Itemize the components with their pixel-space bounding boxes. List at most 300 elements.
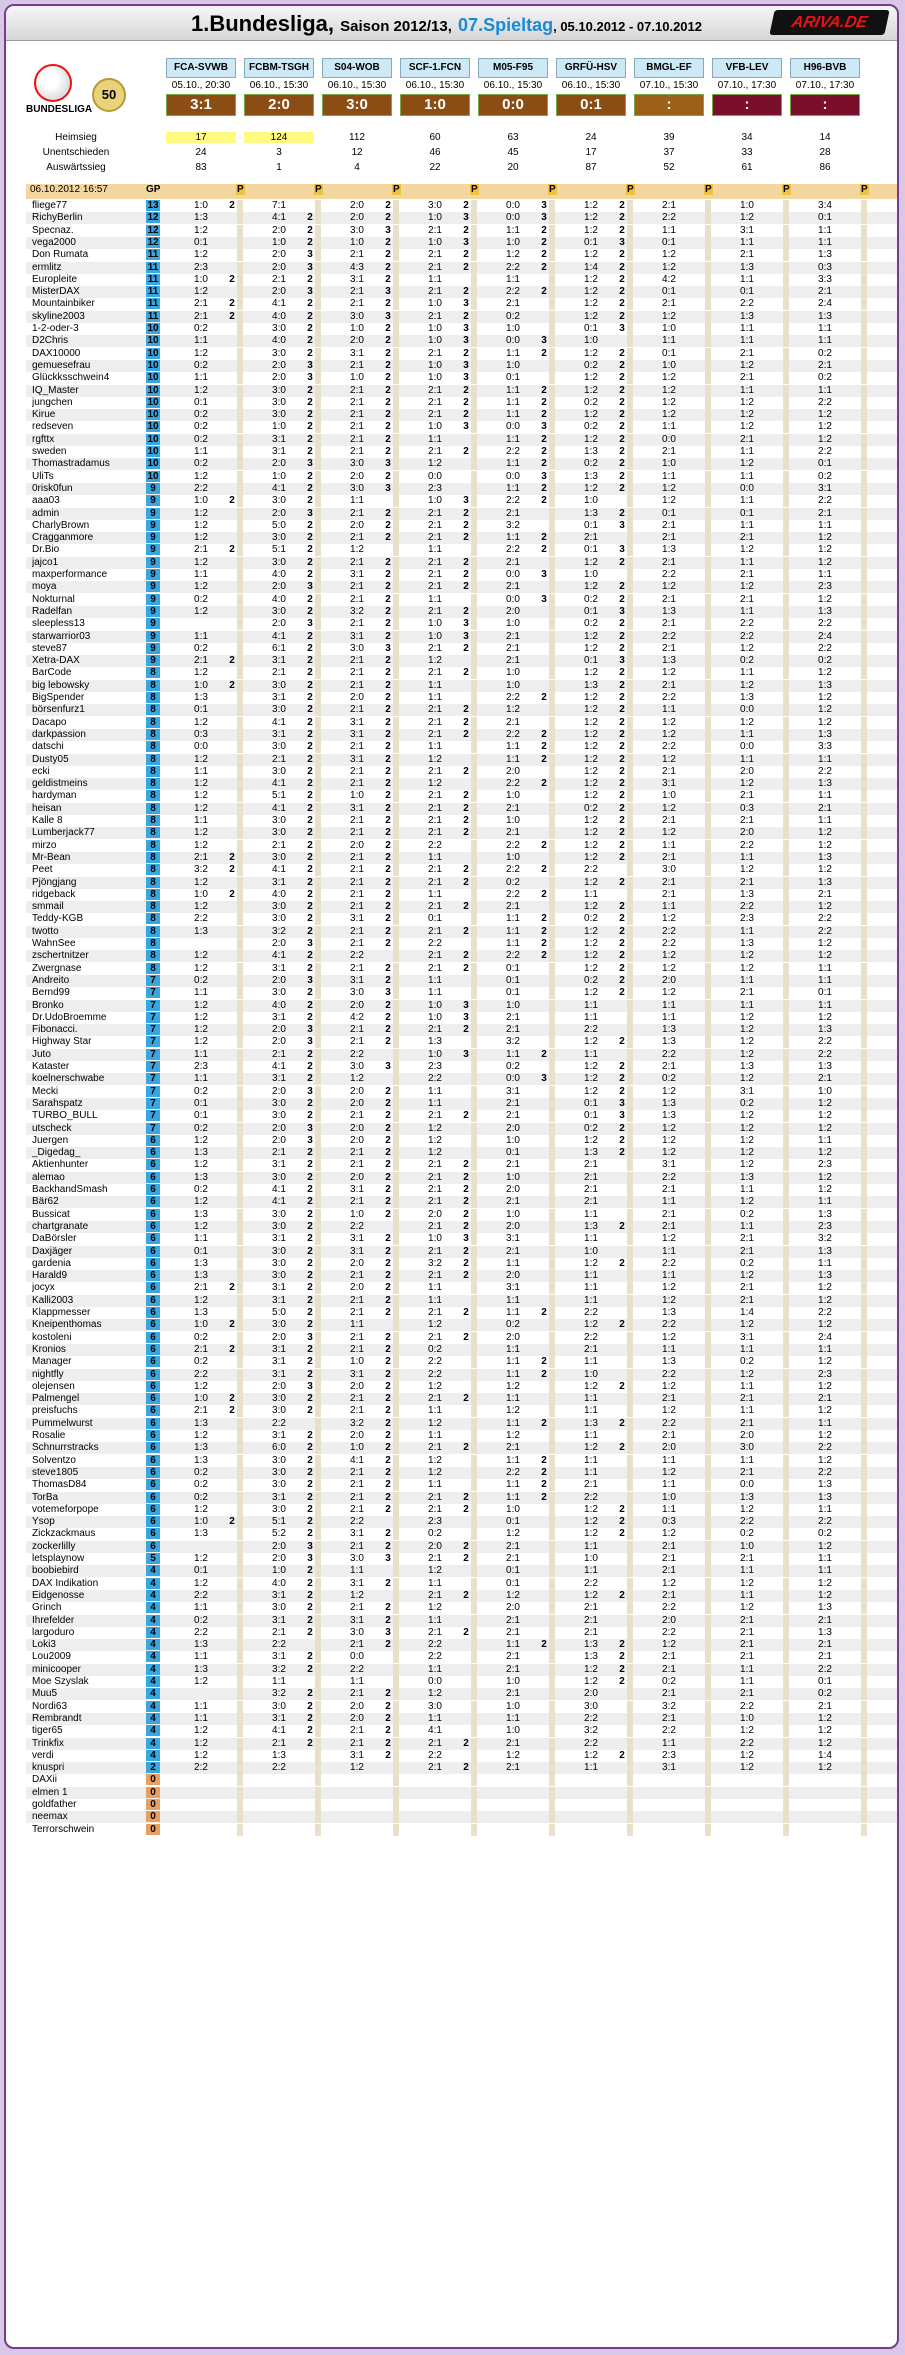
player-name[interactable]: DAX Indikation — [32, 1577, 99, 1589]
column-separator — [783, 335, 789, 347]
tip-cell: 1:2 — [818, 1097, 832, 1109]
column-separator — [705, 1824, 711, 1836]
player-name[interactable]: Don Rumata — [32, 249, 89, 261]
player-name[interactable]: 1-2-oder-3 — [32, 323, 79, 334]
player-name[interactable]: zockerlilly — [32, 1540, 76, 1552]
player-name[interactable]: admin — [32, 507, 60, 519]
tip-points: 2 — [307, 790, 313, 802]
column-separator — [471, 913, 477, 925]
player-name[interactable]: utscheck — [32, 1122, 72, 1134]
player-name[interactable]: skyline2003 — [32, 310, 85, 322]
column-separator — [627, 274, 633, 286]
player-points: 6 — [146, 1541, 160, 1552]
player-name[interactable]: aaa03 — [32, 495, 60, 507]
tip-points: 2 — [541, 286, 547, 298]
player-name[interactable]: geldistmeins — [32, 778, 88, 790]
player-name[interactable]: hardyman — [32, 790, 77, 802]
player-name[interactable]: börsenfurz1 — [32, 704, 85, 716]
tip-cell: 2:2 — [818, 925, 832, 937]
player-name[interactable]: vega2000 — [32, 236, 76, 248]
column-separator — [237, 1725, 243, 1737]
match-name[interactable]: FCBM-TSGH — [244, 58, 314, 78]
player-name[interactable]: Aktienhunter — [32, 1159, 89, 1171]
column-separator — [627, 372, 633, 384]
player-name[interactable]: Dr.UdoBroemme — [32, 1011, 107, 1023]
match-name[interactable]: BMGL-EF — [634, 58, 704, 78]
column-separator — [237, 1713, 243, 1725]
player-name[interactable]: Cragganmore — [32, 532, 94, 544]
column-separator — [393, 1233, 399, 1245]
tip-cell: 2:2 — [506, 888, 520, 900]
column-separator — [627, 446, 633, 458]
spieltag-link[interactable]: 07.Spieltag — [458, 15, 554, 35]
player-name[interactable]: UliTs — [32, 470, 54, 482]
player-name[interactable]: ecki — [32, 765, 50, 777]
player-name[interactable]: elmen 1 — [32, 1786, 68, 1798]
player-name[interactable]: steve87 — [32, 642, 68, 654]
tip-cell: 1:2 — [584, 925, 598, 937]
tip-cell: 0:0 — [506, 1073, 520, 1085]
player-name[interactable]: CharlyBrown — [32, 519, 90, 531]
player-name[interactable]: Thomastradamus — [32, 458, 110, 470]
player-name[interactable]: Kirue — [32, 409, 56, 421]
player-name[interactable]: Xetra-DAX — [32, 655, 80, 667]
ariva-logo[interactable] — [769, 10, 889, 35]
tip-points: 2 — [463, 1393, 469, 1405]
column-separator — [783, 889, 789, 901]
tip-cell: 2:1 — [428, 925, 442, 937]
player-name[interactable]: Muu5 — [32, 1688, 58, 1700]
tip-points: 2 — [385, 864, 391, 876]
player-name[interactable]: D2Chris — [32, 335, 69, 347]
player-name[interactable]: Teddy-KGB — [32, 913, 84, 925]
player-name[interactable]: Dacapo — [32, 716, 67, 728]
tip-cell: 1:2 — [584, 765, 598, 777]
player-name[interactable]: gardenia — [32, 1257, 71, 1269]
tip-cell: 2:1 — [350, 1503, 364, 1515]
player-name[interactable]: Pummelwurst — [32, 1417, 93, 1429]
player-name[interactable]: Juto — [32, 1048, 51, 1060]
tip-cell: 1:2 — [584, 839, 598, 851]
tip-cell: 2:1 — [740, 1466, 754, 1478]
tip-cell: 1:2 — [584, 716, 598, 728]
player-name[interactable]: minicooper — [32, 1663, 81, 1675]
column-separator — [471, 1196, 477, 1208]
player-name[interactable]: goldfather — [32, 1799, 77, 1810]
player-name[interactable]: jungchen — [32, 396, 73, 408]
column-separator — [471, 1036, 477, 1048]
tip-cell: 1:3 — [740, 1061, 754, 1072]
player-name[interactable]: BackhandSmash — [32, 1184, 108, 1195]
player-name[interactable]: Grinch — [32, 1602, 62, 1614]
tip-cell: 0:0 — [506, 470, 520, 482]
player-name[interactable]: Solventzo — [32, 1454, 76, 1466]
column-separator — [237, 692, 243, 704]
player-name[interactable]: RichyBerlin — [32, 212, 83, 224]
player-row — [26, 249, 897, 261]
player-name[interactable]: Ihrefelder — [32, 1614, 75, 1626]
column-separator — [783, 544, 789, 556]
tip-cell: 1:1 — [818, 1343, 832, 1355]
stat-value: 87 — [585, 162, 597, 173]
player-name[interactable]: Bär62 — [32, 1196, 59, 1208]
player-name[interactable]: Moe Szyslak — [32, 1676, 89, 1687]
player-name[interactable]: Loki3 — [32, 1639, 56, 1651]
player-name[interactable]: redseven — [32, 421, 74, 433]
player-points: 6 — [146, 1221, 160, 1232]
player-name[interactable]: moya — [32, 581, 57, 593]
tip-cell: 2:0 — [662, 1442, 676, 1454]
player-name[interactable]: Lou2009 — [32, 1651, 71, 1663]
tip-points: 2 — [307, 753, 313, 765]
player-name[interactable]: Terrorschwein — [32, 1823, 95, 1835]
player-name[interactable]: Fibonacci. — [32, 1024, 78, 1036]
player-name[interactable]: chartgranate — [32, 1220, 89, 1232]
column-separator — [237, 1762, 243, 1774]
tip-cell: 1:2 — [818, 1122, 832, 1134]
column-separator — [627, 323, 633, 335]
player-points: 12 — [147, 224, 159, 236]
player-name[interactable]: zschertnitzer — [32, 950, 89, 962]
player-name[interactable]: Andreito — [32, 974, 70, 986]
column-separator — [783, 618, 789, 630]
player-name[interactable]: ridgeback — [32, 888, 76, 900]
player-name[interactable]: Zickzackmaus — [32, 1528, 96, 1540]
player-name[interactable]: Daxjäger — [32, 1245, 73, 1257]
player-points: 10 — [147, 433, 159, 445]
player-name[interactable]: alemao — [32, 1171, 65, 1183]
player-name[interactable]: Kalli2003 — [32, 1294, 74, 1306]
tip-points: 3 — [463, 323, 469, 334]
column-separator — [627, 840, 633, 852]
player-name[interactable]: jocyx — [32, 1282, 55, 1294]
column-separator — [861, 729, 867, 741]
column-separator — [549, 1455, 555, 1467]
player-name[interactable]: gemuesefrau — [32, 359, 91, 371]
player-name[interactable]: Pjöngjang — [32, 876, 77, 888]
player-name[interactable]: WahnSee — [32, 938, 76, 949]
tip-cell: 1:2 — [662, 1639, 676, 1651]
player-name[interactable]: Glückksschwein4 — [32, 372, 110, 384]
tip-cell: 1:2 — [818, 704, 832, 716]
player-name[interactable]: Mecki — [32, 1085, 59, 1097]
player-points: 10 — [147, 458, 159, 470]
player-name[interactable]: BigSpender — [32, 692, 85, 703]
player-name[interactable]: largoduro — [32, 1626, 75, 1638]
player-row — [26, 1356, 897, 1368]
player-name[interactable]: boobiebird — [32, 1565, 79, 1577]
tip-points: 2 — [385, 1442, 391, 1454]
tip-cell: 2:1 — [428, 519, 442, 531]
tip-cell: 2:0 — [740, 1430, 754, 1441]
player-name[interactable]: Ysop — [32, 1516, 55, 1528]
player-name[interactable]: ermlitz — [32, 261, 62, 273]
tip-cell: 1:2 — [584, 827, 598, 839]
tip-cell: 0:2 — [194, 593, 208, 605]
column-separator — [549, 1098, 555, 1110]
tip-cell: 3:1 — [272, 1356, 286, 1368]
tip-cell: 1:2 — [194, 1676, 208, 1687]
player-name[interactable]: Rosalie — [32, 1430, 66, 1441]
player-name[interactable]: Specnaz. — [32, 224, 74, 236]
column-separator — [471, 1627, 477, 1639]
match-name[interactable]: H96-BVB — [790, 58, 860, 78]
player-name[interactable]: Nokturnal — [32, 593, 75, 605]
tip-cell: 1:3 — [584, 679, 598, 691]
player-name[interactable]: heisan — [32, 802, 62, 814]
player-name[interactable]: Eidgenosse — [32, 1589, 85, 1601]
tip-cell: 1:2 — [584, 298, 598, 310]
player-name[interactable]: twotto — [32, 925, 59, 937]
column-separator — [471, 987, 477, 999]
tip-cell: 2:1 — [428, 815, 442, 826]
tip-cell: 2:1 — [662, 1540, 676, 1552]
column-separator — [705, 815, 711, 827]
player-name[interactable]: Sarahspatz — [32, 1097, 83, 1109]
player-name[interactable]: Juergen — [32, 1134, 69, 1146]
player-name[interactable]: darkpassion — [32, 728, 86, 740]
tip-cell: 0:1 — [584, 544, 598, 556]
tip-cell: 2:1 — [584, 1196, 598, 1208]
tip-cell: 1:2 — [818, 716, 832, 728]
player-name[interactable]: sweden — [32, 446, 67, 457]
match-name[interactable]: GRFÜ-HSV — [556, 58, 626, 78]
player-row — [26, 852, 897, 864]
player-row — [26, 1135, 897, 1147]
column-separator — [783, 471, 789, 483]
tip-cell: 2:1 — [350, 655, 364, 667]
match-name[interactable]: FCA-SVWB — [166, 58, 236, 78]
column-separator — [627, 1221, 633, 1233]
tip-points: 2 — [619, 962, 625, 974]
tip-cell: 2:1 — [350, 1602, 364, 1614]
column-separator — [627, 508, 633, 520]
player-name[interactable]: Radelfan — [32, 605, 73, 617]
tip-points: 2 — [463, 200, 469, 211]
tip-cell: 2:0 — [272, 1085, 286, 1097]
tip-points: 2 — [307, 1528, 313, 1540]
player-name[interactable]: steve1805 — [32, 1466, 79, 1478]
player-name[interactable]: Trinkfix — [32, 1737, 64, 1749]
player-name[interactable]: kostoleni — [32, 1331, 72, 1343]
player-name[interactable]: BarCode — [32, 667, 72, 679]
player-name[interactable]: ThomasD84 — [32, 1479, 87, 1491]
tip-points: 2 — [463, 950, 469, 962]
column-separator — [705, 1713, 711, 1725]
column-separator — [861, 446, 867, 458]
tip-points: 2 — [307, 1454, 313, 1466]
player-name[interactable]: mirzo — [32, 839, 57, 851]
player-points: 8 — [146, 815, 160, 826]
player-name[interactable]: Nordi63 — [32, 1700, 68, 1712]
player-name[interactable]: Europleite — [32, 273, 78, 285]
column-separator — [237, 667, 243, 679]
tip-cell: 2:1 — [428, 1393, 442, 1405]
match-name[interactable]: SCF-1.FCN — [400, 58, 470, 78]
player-name[interactable]: Kataster — [32, 1061, 70, 1072]
match-date: 06.10., 15:30 — [327, 80, 387, 91]
tip-cell: 1:2 — [740, 716, 754, 728]
tip-cell: 1:1 — [584, 999, 598, 1011]
player-name[interactable]: Klappmesser — [32, 1307, 91, 1318]
column-separator — [393, 446, 399, 458]
player-name[interactable]: verdi — [32, 1749, 54, 1761]
player-name[interactable]: Rembrandt — [32, 1712, 82, 1724]
tip-cell: 1:1 — [740, 753, 754, 765]
tip-cell: 2:2 — [662, 692, 676, 703]
tip-cell: 1:2 — [428, 1417, 442, 1429]
tip-points: 2 — [385, 1110, 391, 1122]
column-separator — [705, 544, 711, 556]
tip-cell: 1:1 — [428, 1097, 442, 1109]
column-separator — [783, 262, 789, 274]
column-separator — [627, 1528, 633, 1540]
player-name[interactable]: jajco1 — [32, 556, 59, 568]
player-name[interactable]: Peet — [32, 864, 53, 876]
player-name[interactable]: sleepless13 — [32, 618, 85, 630]
player-name[interactable]: maxperformance — [32, 569, 108, 580]
tip-cell: 1:1 — [506, 1639, 520, 1651]
stat-value: 61 — [741, 162, 753, 173]
player-name[interactable]: _Digedag_ — [32, 1147, 81, 1159]
player-name[interactable]: votemeforpope — [32, 1503, 99, 1515]
tip-cell: 1:2 — [662, 667, 676, 679]
column-separator — [627, 741, 633, 753]
tip-points: 2 — [385, 446, 391, 457]
column-separator — [783, 212, 789, 224]
tip-cell: 1:2 — [818, 1356, 832, 1368]
tip-cell: 1:2 — [584, 1749, 598, 1761]
player-name[interactable]: tiger65 — [32, 1725, 63, 1737]
player-points: 10 — [147, 446, 159, 457]
column-separator — [783, 581, 789, 593]
tip-points: 2 — [307, 1282, 313, 1294]
player-name[interactable]: starwarrior03 — [32, 630, 91, 642]
column-separator — [861, 532, 867, 544]
player-name[interactable]: Palmengel — [32, 1393, 80, 1405]
tip-cell: 1:1 — [584, 1565, 598, 1577]
column-separator — [393, 1258, 399, 1270]
column-separator — [705, 692, 711, 704]
column-separator — [393, 877, 399, 889]
tip-cell: 1:1 — [740, 446, 754, 457]
player-name[interactable]: Mountainbiker — [32, 298, 95, 310]
tip-cell: 1:1 — [194, 1048, 208, 1060]
player-name[interactable]: preisfuchs — [32, 1405, 78, 1417]
player-name[interactable]: Kneipenthomas — [32, 1319, 102, 1331]
tip-cell: 1:0 — [194, 1319, 208, 1331]
player-row — [26, 200, 897, 212]
tip-cell: 3:1 — [506, 1085, 520, 1097]
tip-cell: 1:0 — [194, 679, 208, 691]
column-separator — [237, 790, 243, 802]
tip-cell: 1:0 — [194, 1393, 208, 1405]
player-name[interactable]: Highway Star — [32, 1036, 92, 1048]
tip-cell: 0:2 — [194, 1331, 208, 1343]
player-name[interactable]: Mr-Bean — [32, 851, 71, 863]
column-separator — [237, 1295, 243, 1307]
player-row — [26, 311, 897, 323]
player-name[interactable]: rgfttx — [32, 433, 55, 445]
tip-cell: 1:2 — [818, 1430, 832, 1441]
column-separator — [237, 532, 243, 544]
player-name[interactable]: neemax — [32, 1811, 68, 1823]
tip-cell: 1:2 — [740, 1196, 754, 1208]
player-name[interactable]: Zwergnase — [32, 962, 82, 974]
tip-cell: 1:1 — [272, 1676, 286, 1687]
player-name[interactable]: Bussicat — [32, 1208, 70, 1220]
tip-cell: 3:1 — [272, 446, 286, 457]
player-name[interactable]: big lebowsky — [32, 679, 90, 691]
player-name[interactable]: TURBO_BULL — [32, 1110, 98, 1122]
tip-points: 2 — [385, 1503, 391, 1515]
player-points: 9 — [146, 655, 160, 666]
player-name[interactable]: DAX10000 — [32, 347, 81, 359]
tip-points: 2 — [385, 974, 391, 986]
player-name[interactable]: Bernd99 — [32, 987, 70, 999]
player-name[interactable]: Bronko — [32, 999, 64, 1011]
player-name[interactable]: DaBörsler — [32, 1233, 77, 1245]
tip-cell: 0:1 — [506, 1565, 520, 1577]
player-name[interactable]: fliege77 — [32, 200, 68, 211]
tip-points: 3 — [307, 1036, 313, 1048]
match-name[interactable]: VFB-LEV — [712, 58, 782, 78]
column-separator — [471, 1073, 477, 1085]
player-name[interactable]: Manager — [32, 1356, 72, 1368]
player-name[interactable]: Kalle 8 — [32, 815, 63, 826]
player-name[interactable]: datschi — [32, 741, 64, 753]
player-name[interactable]: 0risk0fun — [32, 482, 73, 494]
player-name[interactable]: letsplaynow — [32, 1553, 85, 1564]
player-name[interactable]: Harald9 — [32, 1270, 68, 1282]
player-name[interactable]: Kronios — [32, 1343, 66, 1355]
tip-cell: 3:1 — [506, 1282, 520, 1294]
tip-cell: 2:1 — [350, 901, 364, 913]
player-row — [26, 618, 897, 630]
player-name[interactable]: Schnurrstracks — [32, 1442, 99, 1454]
player-name[interactable]: Dr.Bio — [32, 544, 60, 556]
player-name[interactable]: DAXii — [32, 1774, 58, 1786]
player-name[interactable]: koelnerschwabe — [32, 1073, 105, 1085]
player-name[interactable]: MisterDAX — [32, 286, 80, 298]
player-name[interactable]: knuspri — [32, 1762, 65, 1774]
player-points: 6 — [146, 1196, 160, 1207]
tip-cell: 1:1 — [506, 224, 520, 236]
column-separator — [237, 618, 243, 630]
match-name[interactable]: S04-WOB — [322, 58, 392, 78]
tip-cell: 1:2 — [506, 1528, 520, 1540]
tip-cell: 2:1 — [740, 372, 754, 384]
tip-cell: 3:1 — [272, 1712, 286, 1724]
player-name[interactable]: smmail — [32, 901, 64, 913]
player-name[interactable]: nightfly — [32, 1368, 64, 1380]
player-name[interactable]: IQ_Master — [32, 384, 79, 396]
player-name[interactable]: Lumberjack77 — [32, 827, 95, 839]
column-separator — [705, 963, 711, 975]
column-separator — [315, 1528, 321, 1540]
tip-cell: 1:3 — [194, 212, 208, 224]
tip-points: 2 — [385, 556, 391, 568]
tip-cell: 1:2 — [662, 1147, 676, 1159]
tip-cell: 2:1 — [350, 815, 364, 826]
column-separator — [237, 901, 243, 913]
column-separator — [315, 520, 321, 532]
stat-value: 17 — [166, 132, 236, 143]
player-name[interactable]: Dusty05 — [32, 753, 69, 765]
player-name[interactable]: olejensen — [32, 1380, 75, 1392]
player-name[interactable]: TorBa — [32, 1491, 59, 1503]
match-name[interactable]: M05-F95 — [478, 58, 548, 78]
